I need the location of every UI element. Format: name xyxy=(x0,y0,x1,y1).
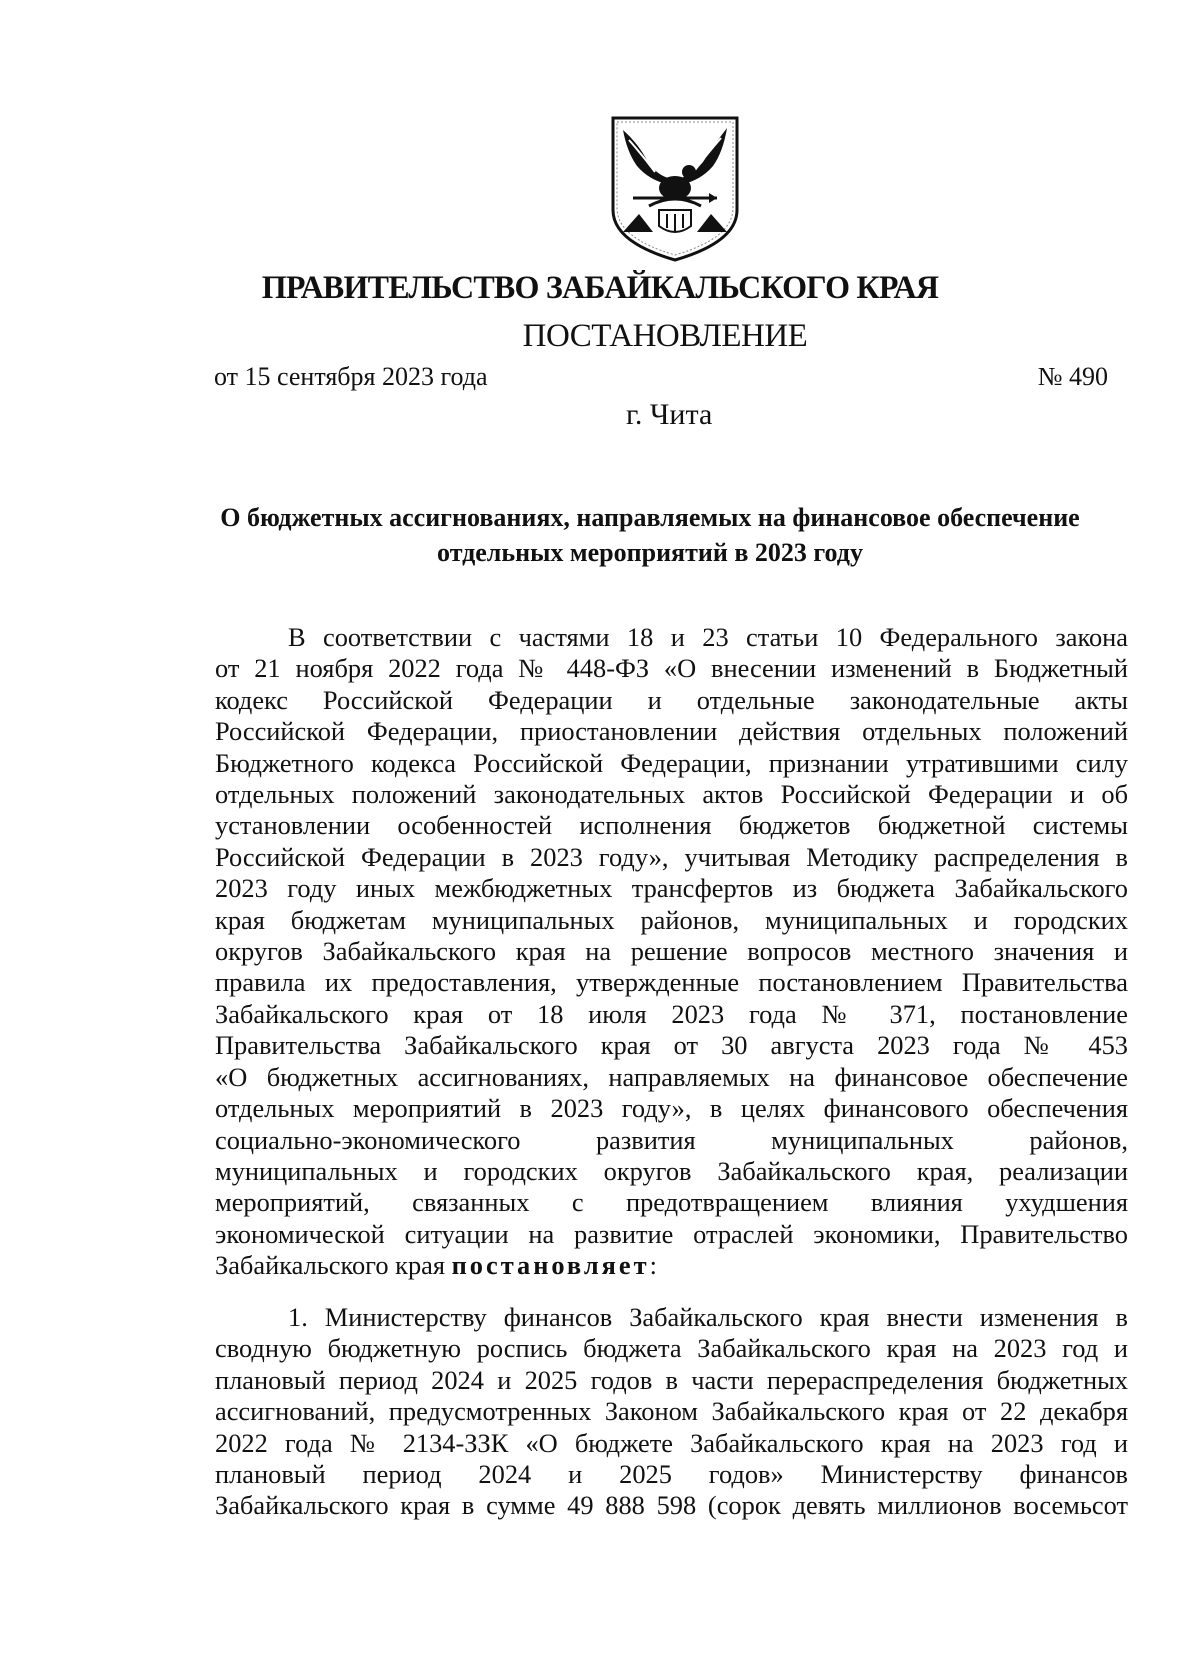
text-line: установлении особенностей исполнения бюджетов бюджетной системы xyxy=(215,810,1128,841)
text-line: плановый период 2024 и 2025 годов» Министерству финансов xyxy=(215,1459,1128,1490)
title-line: О бюджетных ассигнованиях, направляемых на финансовое обеспечение xyxy=(220,503,1080,532)
text-line: края бюджетам муниципальных районов, муниципальных и городских xyxy=(215,904,1128,935)
text-line: плановый период 2024 и 2025 годов в части перераспределения бюджетных xyxy=(215,1364,1128,1395)
text-line: сводную бюджетную роспись бюджета Забайкальского края на 2023 год и xyxy=(215,1333,1128,1364)
text-line: 1. Министерству финансов Забайкальского края внести изменения в xyxy=(288,1302,1128,1332)
text-line: социально-экономического развития муниципальных районов, xyxy=(215,1124,1128,1155)
text-line xyxy=(215,1250,1128,1281)
document-title xyxy=(200,500,1100,570)
text-line: 2023 году иных межбюджетных трансфертов из бюджета Забайкальского xyxy=(215,873,1128,904)
text-line: Российской Федерации, приостановлении действия отдельных положений xyxy=(215,716,1128,747)
text-line: Забайкальского края от 18 июля 2023 года № 371, постановление xyxy=(215,998,1128,1029)
text-line: Российской Федерации в 2023 году», учитывая Методику распределения в xyxy=(215,841,1128,872)
paragraph-item-1 xyxy=(215,1302,1128,1522)
text-line: мероприятий, связанных с предотвращением влияния ухудшения xyxy=(215,1187,1128,1218)
coat-of-arms-icon xyxy=(609,114,741,262)
text-line: Забайкальского края в сумме 49 888 598 (сорок девять миллионов восемьсот xyxy=(215,1490,1128,1521)
document-date: от 15 сентября 2023 года xyxy=(214,362,488,391)
text-fragment: Забайкальского края xyxy=(215,1250,452,1281)
government-name: ПРАВИТЕЛЬСТВО ЗАБАЙКАЛЬСКОГО КРАЯ xyxy=(261,270,939,306)
text-line: от 21 ноября 2022 года № 448-ФЗ «О внесении изменений в Бюджетный xyxy=(215,653,1128,684)
text-line: правила их предоставления, утвержденные постановлением Правительства xyxy=(215,967,1128,998)
text-line: Бюджетного кодекса Российской Федерации, признании утратившими силу xyxy=(215,747,1128,778)
text-fragment: : xyxy=(649,1250,657,1281)
text-line: Правительства Забайкальского края от 30 августа 2023 года № 453 xyxy=(215,1030,1128,1061)
text-line: отдельных положений законодательных актов Российской Федерации и об xyxy=(215,779,1128,810)
text-line: кодекс Российской Федерации и отдельные законодательные акты xyxy=(215,684,1128,715)
title-line: отдельных мероприятий в 2023 году xyxy=(437,538,863,567)
text-line: В соответствии с частями 18 и 23 статьи 10 Федерального закона xyxy=(288,622,1128,652)
text-line: муниципальных и городских округов Забайкальского края, реализации xyxy=(215,1155,1128,1186)
text-line: «О бюджетных ассигнованиях, направляемых на финансовое обеспечение xyxy=(215,1061,1128,1092)
text-line: экономической ситуации на развитие отраслей экономики, Правительство xyxy=(215,1218,1128,1249)
text-line: ассигнований, предусмотренных Законом Забайкальского края от 22 декабря xyxy=(215,1396,1128,1427)
paragraph-preamble xyxy=(215,622,1128,1282)
text-line: отдельных мероприятий в 2023 году», в целях финансового обеспечения xyxy=(215,1093,1128,1124)
document-number: № 490 xyxy=(1037,362,1108,391)
document-type: ПОСТАНОВЛЕНИЕ xyxy=(522,318,808,354)
document-city: г. Чита xyxy=(626,398,713,431)
text-line: округов Забайкальского края на решение вопросов местного значения и xyxy=(215,936,1128,967)
resolves-keyword: постановляет xyxy=(451,1250,650,1281)
text-line: 2022 года № 2134-ЗЗК «О бюджете Забайкальского края на 2023 год и xyxy=(215,1427,1128,1458)
